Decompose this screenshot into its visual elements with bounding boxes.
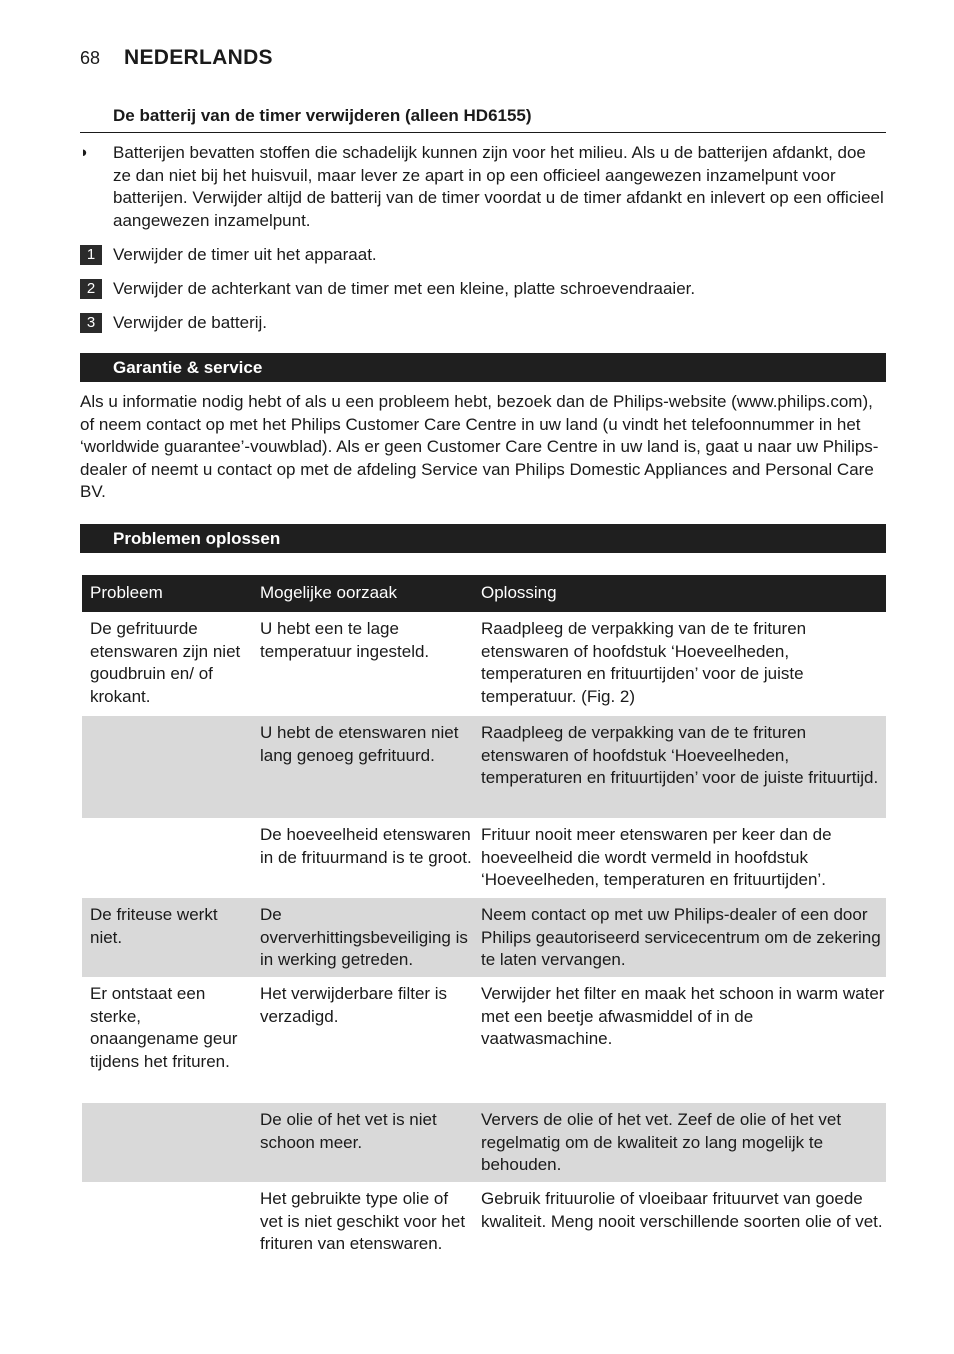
cause-cell: De olie of het vet is niet schoon meer. [260, 1110, 437, 1152]
warranty-section-title: Garantie & service [113, 358, 263, 377]
column-header-solution: Oplossing [481, 583, 557, 603]
troubleshooting-table [82, 575, 886, 1286]
step-number: 1 [80, 245, 102, 265]
problem-cell [82, 1188, 252, 1280]
warranty-paragraph [80, 391, 886, 504]
column-header-problem: Probleem [90, 583, 163, 603]
cause-cell: Het verwijderbare filter is verzadigd. [260, 984, 448, 1026]
battery-warning [80, 142, 886, 232]
cause-cell: U hebt de etenswaren niet lang genoeg gefrituurd. [260, 723, 459, 765]
problem-cell [82, 1109, 252, 1176]
table-row [82, 818, 886, 898]
troubleshooting-section-bar [80, 524, 886, 553]
section-rule [80, 132, 886, 133]
column-header-cause: Mogelijke oorzaak [260, 583, 398, 603]
table-row [82, 612, 886, 716]
problem-cell [82, 722, 252, 812]
step-text: Verwijder de timer uit het apparaat. [113, 245, 377, 264]
cause-cell: U hebt een te lage temperatuur ingesteld. [260, 619, 430, 661]
battery-section-title: De batterij van de timer verwijderen (alleen HD6155) [113, 106, 532, 125]
cause-cell: De oververhittingsbeveiliging is in werking getreden. [260, 905, 468, 970]
language-heading: NEDERLANDS [124, 46, 273, 69]
table-row [82, 1182, 886, 1286]
table-row [82, 716, 886, 818]
page-header [80, 46, 273, 76]
warranty-section-bar [80, 353, 886, 382]
step-3 [80, 312, 886, 334]
step-number: 2 [80, 279, 102, 299]
warranty-text-end: ), of neem contact op met het Philips Customer Care Centre in uw land (u vindt het telefoonnummer in het ‘worldwide guarantee’-vouwblad). Als er geen Customer Care Centre in uw land is, gaat u naar uw Philips-dealer of neemt u contact op met de afdeling Service van Philips Domestic Appliances and Personal Care BV. [80, 392, 879, 502]
troubleshooting-section-title: Problemen oplossen [113, 529, 281, 548]
step-text: Verwijder de batterij. [113, 313, 268, 332]
step-1 [80, 244, 886, 266]
warranty-text-start: Als u informatie nodig hebt of als u een probleem hebt, bezoek dan de Philips-website ( [80, 392, 737, 411]
problem-cell: Er ontstaat een sterke, onaangename geur tijdens het frituren. [90, 984, 238, 1071]
step-number: 3 [80, 313, 102, 333]
solution-cell: Raadpleeg de verpakking van de te frituren etenswaren of hoofdstuk ‘Hoeveelheden, temperaturen en frituurtijden’ voor de juiste temperatuur. (Fig. 2) [481, 619, 807, 706]
problem-cell [82, 824, 252, 892]
table-row [82, 898, 886, 977]
solution-cell: Ververs de olie of het vet. Zeef de olie of het vet regelmatig om de kwaliteit zo lang mogelijk te behouden. [481, 1110, 842, 1175]
cause-cell: De hoeveelheid etenswaren in de frituurmand is te groot. [260, 825, 472, 867]
solution-cell: Gebruik frituurolie of vloeibaar frituurvet van goede kwaliteit. Meng nooit verschillende soorten olie of vet. [481, 1189, 883, 1231]
solution-cell: Neem contact op met uw Philips-dealer of een door Philips geautoriseerd servicecentrum om de zekering te laten vervangen. [481, 905, 881, 970]
battery-warning-text: Batterijen bevatten stoffen die schadelijk kunnen zijn voor het milieu. Als u de batterijen afdankt, doe ze dan niet bij het huisvuil, maar lever ze apart in op een officieel aangewezen inzamelpunt voor batterijen. Verwijder altijd de batterij van de timer voordat u de timer afdankt en inlevert op een officieel aangewezen inzamelpunt. [113, 143, 884, 230]
triangle-bullet-icon: ◗ [80, 144, 90, 161]
table-row [82, 977, 886, 1103]
website-link[interactable]: www.philips.com [736, 392, 863, 411]
solution-cell: Raadpleeg de verpakking van de te frituren etenswaren of hoofdstuk ‘Hoeveelheden, temperaturen en frituurtijden’ voor de juiste frituurtijd. [481, 723, 879, 788]
step-text: Verwijder de achterkant van de timer met een kleine, platte schroevendraaier. [113, 279, 696, 298]
problem-cell: De gefrituurde etenswaren zijn niet goudbruin en/ of krokant. [90, 619, 241, 706]
table-row [82, 1103, 886, 1182]
table-header-row [82, 575, 886, 612]
solution-cell: Verwijder het filter en maak het schoon in warm water met een beetje afwasmiddel of in de vaatwasmachine. [481, 984, 885, 1049]
solution-cell: Frituur nooit meer etenswaren per keer dan de hoeveelheid die wordt vermeld in hoofdstuk ‘Hoeveelheden, temperaturen en frituurtijden’. [481, 825, 832, 890]
step-2 [80, 278, 886, 300]
problem-cell: De friteuse werkt niet. [90, 905, 218, 947]
cause-cell: Het gebruikte type olie of vet is niet geschikt voor het frituren van etenswaren. [260, 1189, 466, 1254]
page-number: 68 [80, 48, 101, 68]
